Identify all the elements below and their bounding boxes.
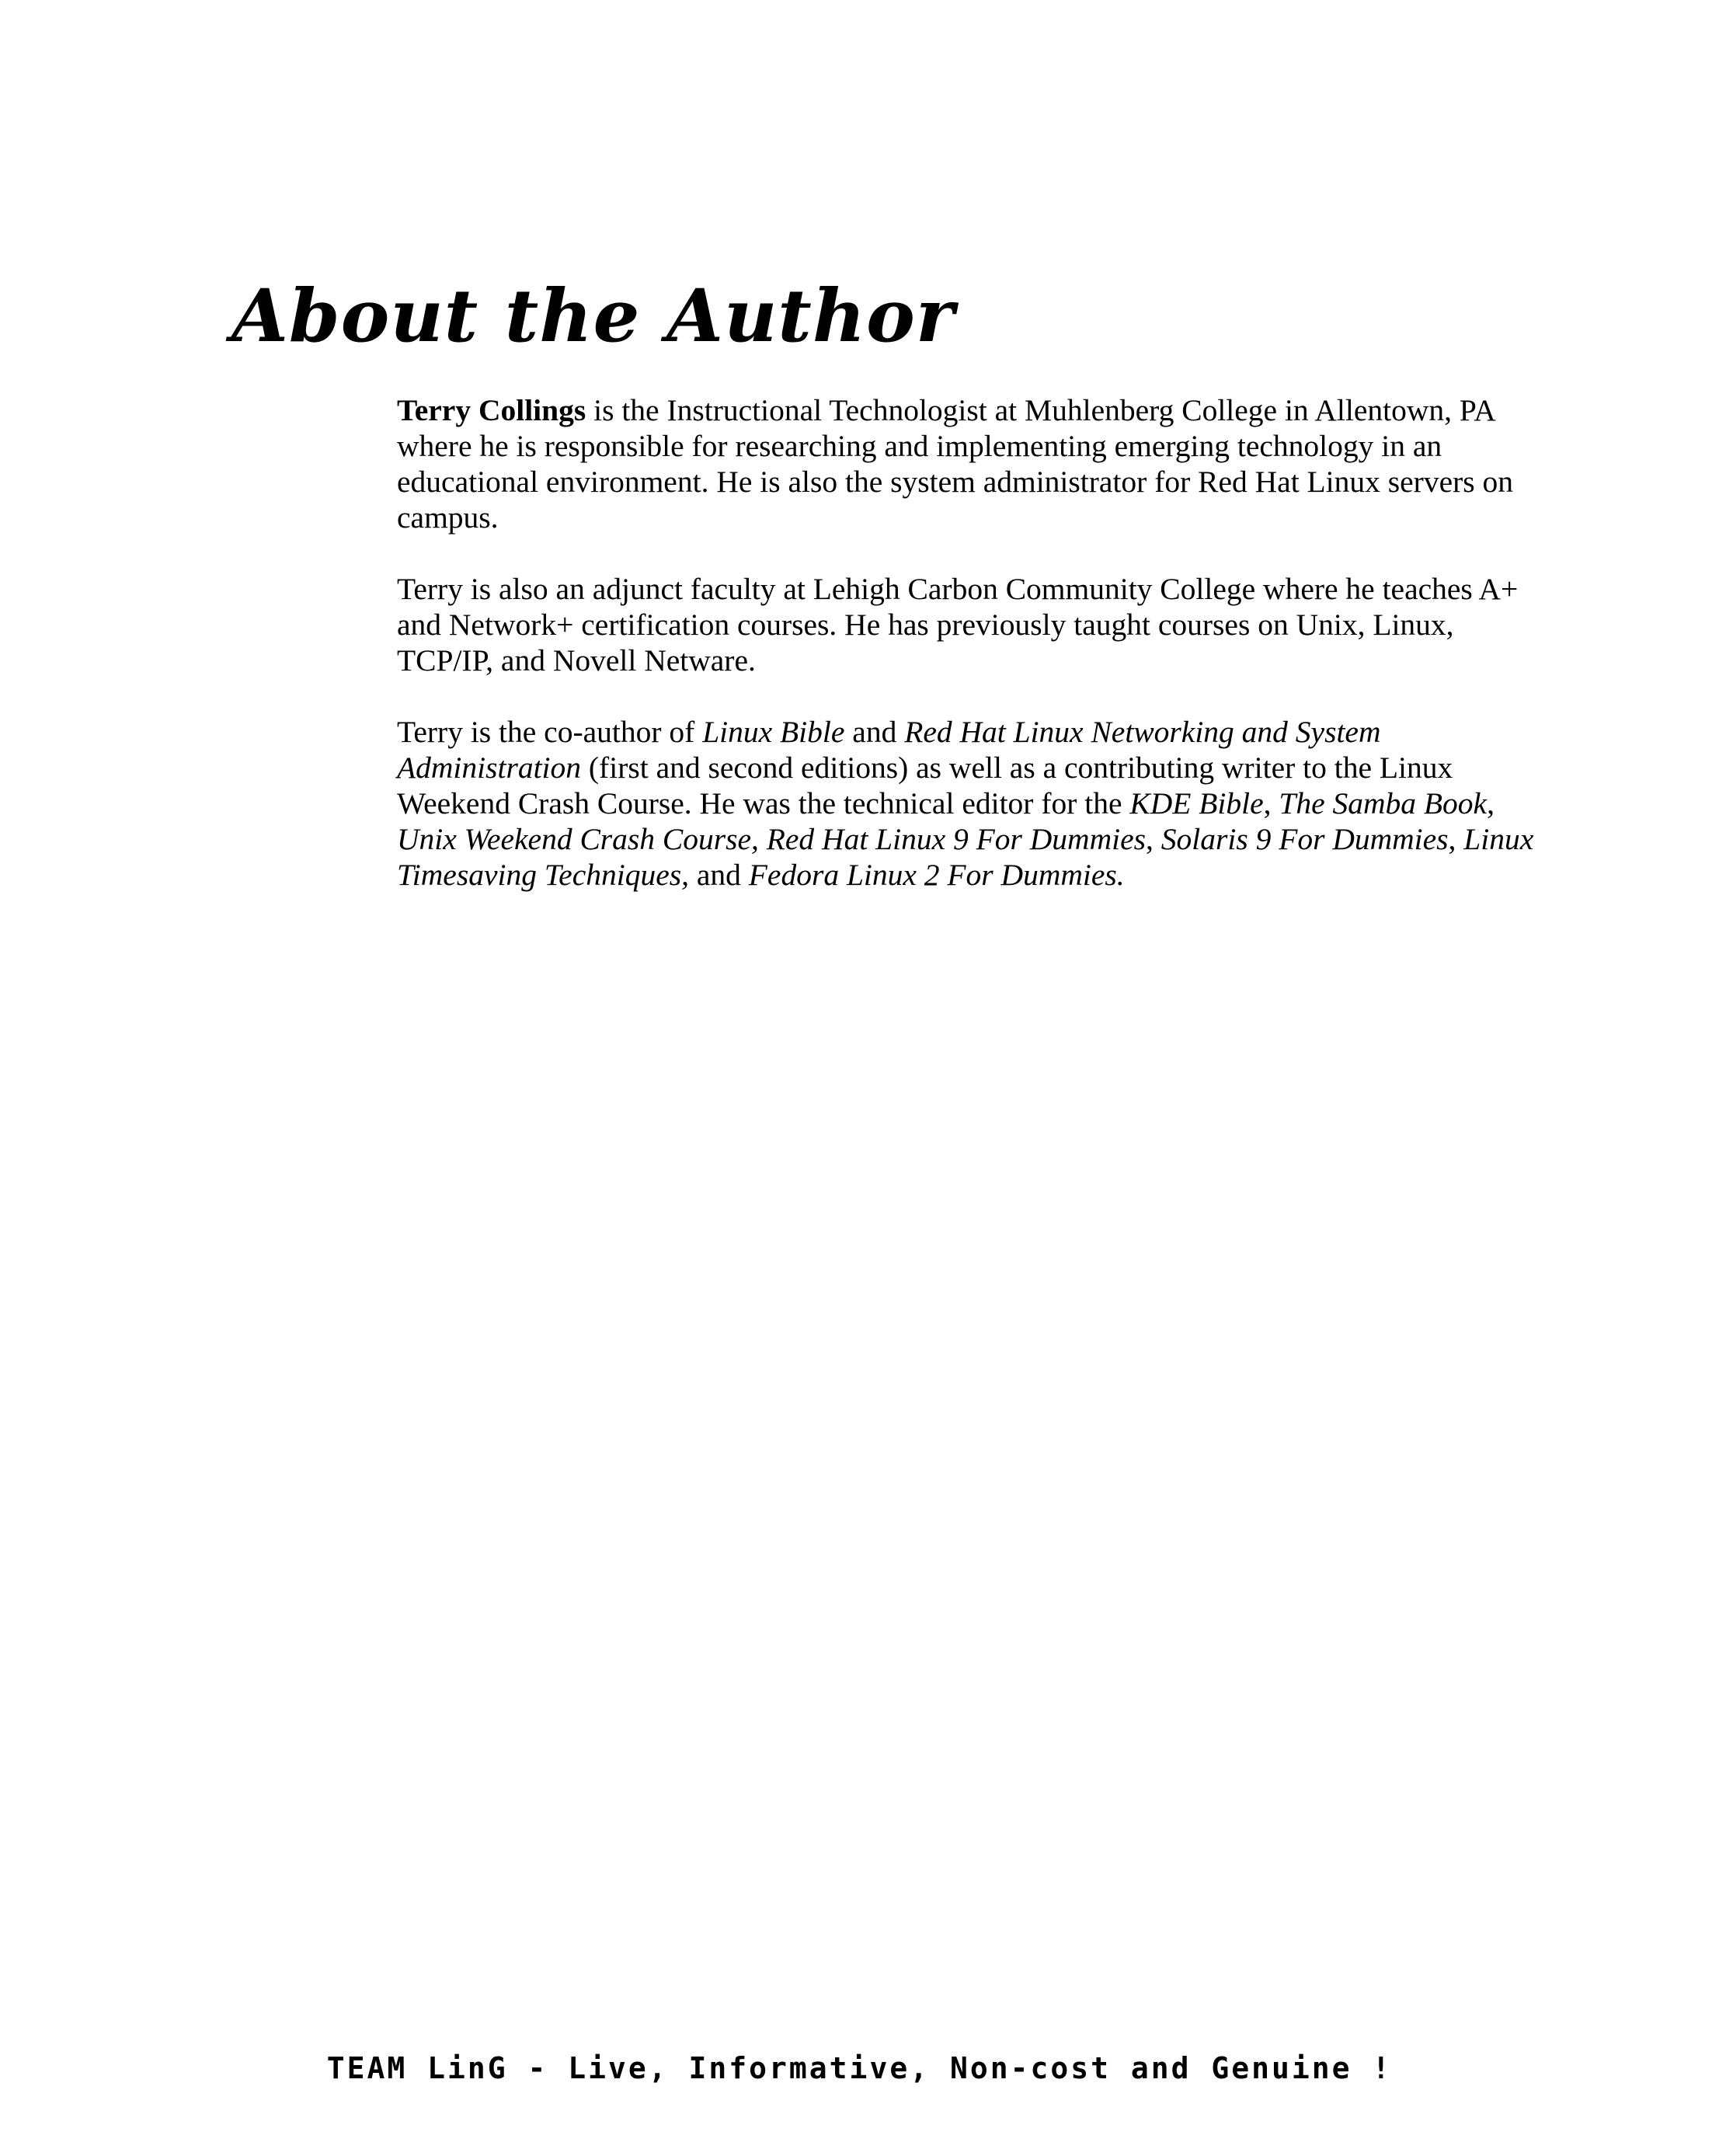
- book-title: Linux Bible: [702, 715, 845, 749]
- book-title: Solaris 9 For Dummies: [1160, 822, 1449, 856]
- book-title: Linux Timesaving Techniques,: [397, 822, 1534, 892]
- bio-paragraph-3: [397, 714, 1539, 893]
- author-name: Terry Collings: [397, 393, 586, 427]
- author-bio: [397, 392, 1539, 928]
- bio-text-segment: ,: [1487, 786, 1495, 820]
- page-title: About the Author: [231, 273, 955, 359]
- bio-text-segment: and: [844, 715, 905, 749]
- bio-text-segment: Terry is the co-author of: [397, 715, 703, 749]
- bio-text-segment: (first and second editions) as well as a contributing writer to the Linux Weekend Crash Course. He was the technical editor for the: [397, 751, 1453, 820]
- book-title: KDE Bible: [1129, 786, 1264, 820]
- book-title: Unix Weekend Crash Course, Red Hat Linux 9 For Dummies: [397, 822, 1146, 856]
- bio-paragraph-2: Terry is also an adjunct faculty at Lehigh Carbon Community College where he teaches A+ and Network+ certification courses. He has previously taught courses on Unix, Linux, TCP/IP, and Novell Netware.: [397, 572, 1519, 677]
- bio-paragraph-1: [397, 392, 1539, 535]
- book-title: The Samba Book: [1279, 786, 1488, 820]
- book-title: Red Hat Linux Networking and System Administration: [397, 715, 1381, 785]
- bio-text-segment: ,: [1263, 786, 1279, 820]
- bio-text-segment: and: [688, 858, 749, 892]
- book-title: Fedora Linux 2 For Dummies.: [748, 858, 1125, 892]
- page-footer: TEAM LinG - Live, Informative, Non-cost and Genuine !: [326, 2051, 1393, 2085]
- bio-paragraph-1-text: is the Instructional Technologist at Muhlenberg College in Allentown, PA where he is responsible for researching and implementing emerging technology in an educational environment. He is also the system administrator for Red Hat Linux servers on campus.: [397, 393, 1514, 535]
- bio-text-segment: ,: [1146, 822, 1161, 856]
- bio-text-segment: ,: [1448, 822, 1464, 856]
